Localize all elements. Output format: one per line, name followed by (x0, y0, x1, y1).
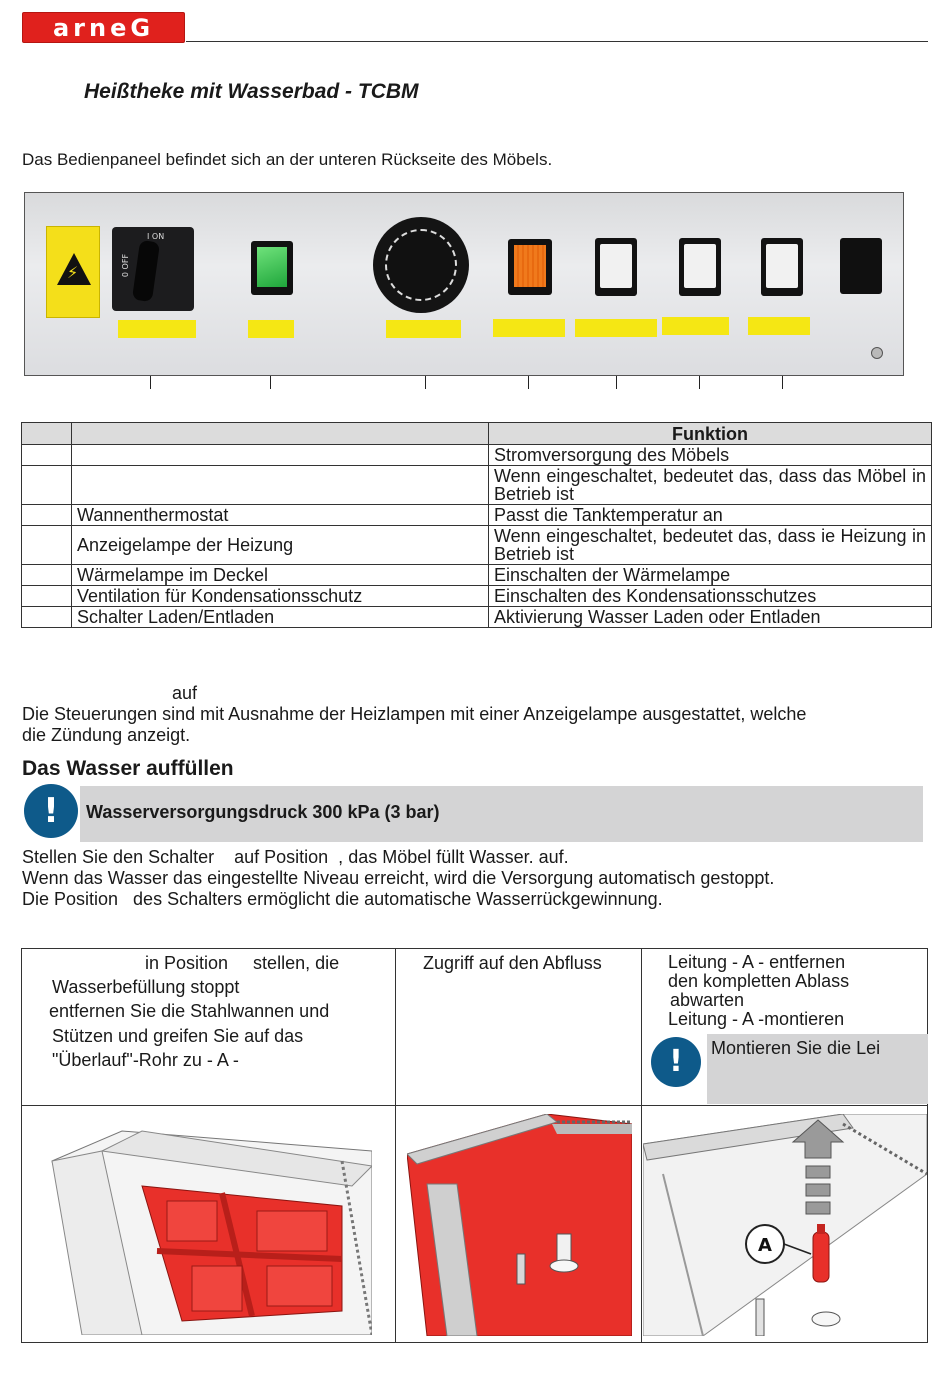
pointer-line (699, 376, 700, 389)
grid-divider (395, 949, 396, 1342)
pointer-line (616, 376, 617, 389)
instruction-line: Stellen Sie den Schalter auf Position , das Möbel füllt Wasser. auf. (22, 847, 569, 867)
table-cell (22, 445, 72, 466)
header-rule (186, 41, 928, 42)
remove-pipe-illustration (643, 1114, 927, 1336)
label-tag (248, 320, 294, 338)
grid-divider (641, 949, 642, 1342)
pointer-line (528, 376, 529, 389)
table-cell (22, 466, 72, 505)
power-indicator-lamp (251, 241, 293, 295)
rocker-switch-lamp (595, 238, 637, 296)
counter-trays-illustration (42, 1111, 372, 1335)
main-power-switch: I ON 0 OFF (112, 227, 194, 311)
drain-steps-grid (21, 948, 928, 1343)
important-note-icon: ! (24, 784, 78, 838)
pointer-line (425, 376, 426, 389)
para-fragment: auf (172, 683, 198, 703)
step3-line: den kompletten Ablass (668, 971, 850, 991)
mount-note-box (707, 1034, 928, 1104)
pointer-line (782, 376, 783, 389)
table-cell (22, 586, 72, 607)
table-row (22, 505, 932, 526)
table-cell: Anzeigelampe der Heizung (72, 526, 489, 565)
table-row (22, 445, 932, 466)
table-cell: Aktivierung Wasser Laden oder Entladen (489, 607, 932, 628)
table-row (22, 565, 932, 586)
pointer-line (270, 376, 271, 389)
grid-divider (22, 1105, 927, 1106)
label-tag (386, 320, 461, 338)
table-cell: Stromversorgung des Möbels (489, 445, 932, 466)
table-cell: Ventilation für Kondensationsschutz (72, 586, 489, 607)
table-header (72, 423, 489, 445)
label-tag (748, 317, 810, 335)
table-header-row (22, 423, 932, 445)
important-note-icon: ! (651, 1037, 701, 1087)
intro-text: Das Bedienpaneel befindet sich an der unteren Rückseite des Möbels. (22, 150, 553, 169)
electric-hazard-sign: ⚡ (46, 226, 100, 318)
pressure-note-text: Wasserversorgungsdruck 300 kPa (3 bar) (86, 802, 440, 822)
arneg-logo: arneG (22, 12, 185, 43)
instruction-line: Wenn das Wasser das eingestellte Niveau erreicht, wird die Versorgung automatisch gestoppt. (22, 868, 775, 888)
callout-label-a: A (758, 1235, 772, 1256)
table-cell: Wenn eingeschaltet, bedeutet das, dass das Möbel in Betrieb ist (489, 466, 932, 505)
instruction-line: Die Position des Schalters ermöglicht die automatische Wasserrückgewinnung. (22, 889, 663, 909)
table-cell: Passt die Tanktemperatur an (489, 505, 932, 526)
table-cell (72, 466, 489, 505)
table-cell: Wärmelampe im Deckel (72, 565, 489, 586)
section-heading: Das Wasser auffüllen (22, 757, 234, 780)
table-cell (72, 445, 489, 466)
screw-icon (871, 347, 883, 359)
table-cell (22, 526, 72, 565)
step3-line: abwarten (670, 990, 745, 1010)
rocker-switch-fill (761, 238, 803, 296)
label-tag (493, 319, 565, 337)
table-row (22, 466, 932, 505)
table-cell (22, 607, 72, 628)
pointer-line (150, 376, 151, 389)
control-panel-photo (24, 192, 904, 376)
label-tag (662, 317, 729, 335)
mount-note-text: Montieren Sie die Lei (711, 1038, 881, 1058)
para-line: die Zündung anzeigt. (22, 725, 191, 745)
step1-line: in Position stellen, die (145, 953, 340, 973)
rocker-switch-black (840, 238, 882, 294)
rocker-switch-ventilation (679, 238, 721, 296)
step3-line: Leitung - A - entfernen (668, 952, 846, 972)
table-cell: Schalter Laden/Entladen (72, 607, 489, 628)
thermostat-dial (373, 217, 469, 313)
table-cell: Einschalten des Kondensationsschutzes (489, 586, 932, 607)
table-cell: Einschalten der Wärmelampe (489, 565, 932, 586)
table-cell (22, 505, 72, 526)
step2-text: Zugriff auf den Abfluss (423, 953, 602, 973)
label-tag (575, 319, 657, 337)
label-tag (118, 320, 196, 338)
table-row (22, 586, 932, 607)
table-cell: Wannenthermostat (72, 505, 489, 526)
pressure-note-bar (80, 786, 923, 842)
para-line: Die Steuerungen sind mit Ausnahme der Heizlampen mit einer Anzeigelampe ausgestattet, welche (22, 704, 807, 724)
step1-line: "Überlauf"-Rohr zu - A - (52, 1050, 239, 1070)
empty-tub-illustration (407, 1114, 632, 1336)
heating-indicator-lamp (508, 239, 552, 295)
step3-line: Leitung - A -montieren (668, 1009, 845, 1029)
table-row (22, 607, 932, 628)
table-cell (22, 565, 72, 586)
step1-line: entfernen Sie die Stahlwannen und (49, 1001, 330, 1021)
table-row (22, 526, 932, 565)
step1-line: Wasserbefüllung stoppt (52, 977, 240, 997)
step1-line: Stützen und greifen Sie auf das (52, 1026, 304, 1046)
table-header: Funktion (489, 423, 932, 445)
table-cell: Wenn eingeschaltet, bedeutet das, dass ie Heizung in Betrieb ist (489, 526, 932, 565)
function-table (21, 422, 932, 628)
table-header (22, 423, 72, 445)
document-title: Heißtheke mit Wasserbad - TCBM (84, 80, 419, 103)
